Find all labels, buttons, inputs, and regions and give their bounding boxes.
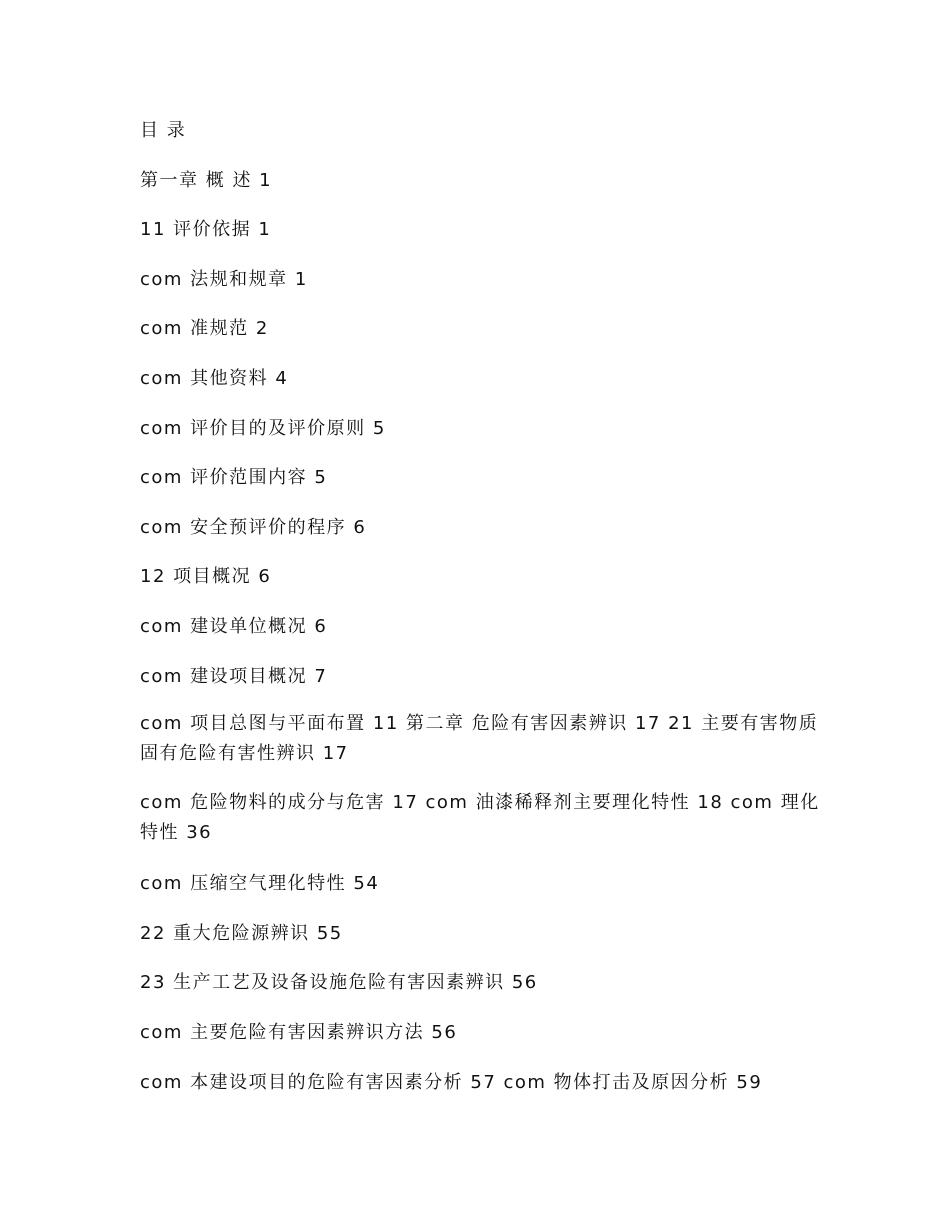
toc-entry: 22 重大危险源辨识 55 <box>140 922 343 944</box>
toc-entry: com 本建设项目的危险有害因素分析 57 com 物体打击及原因分析 59 <box>140 1071 763 1093</box>
toc-entry: com 法规和规章 1 <box>140 268 308 290</box>
toc-entry: com 评价目的及评价原则 5 <box>140 417 386 439</box>
toc-entry: com 危险物料的成分与危害 17 com 油漆稀释剂主要理化特性 18 com 理化特性 36 <box>140 792 820 844</box>
toc-entry: com 其他资料 4 <box>140 367 289 389</box>
toc-entry: 23 生产工艺及设备设施危险有害因素辨识 56 <box>140 972 538 994</box>
toc-entry: 11 评价依据 1 <box>140 219 272 241</box>
toc-entry: com 评价范围内容 5 <box>140 467 328 489</box>
table-of-contents <box>140 114 820 1115</box>
toc-title: 目 录 <box>140 120 187 141</box>
toc-entry: 12 项目概况 6 <box>140 566 272 588</box>
toc-entry: com 压缩空气理化特性 54 <box>140 873 380 895</box>
toc-entry: com 主要危险有害因素辨识方法 56 <box>140 1021 458 1043</box>
toc-entry: com 项目总图与平面布置 11 第二章 危险有害因素辨识 17 21 主要有害物质固有危险有害性辨识 17 <box>140 713 819 765</box>
toc-entry: com 准规范 2 <box>140 318 269 340</box>
toc-entry: 第一章 概 述 1 <box>140 169 273 191</box>
toc-entry: com 安全预评价的程序 6 <box>140 516 367 538</box>
toc-entry: com 建设项目概况 7 <box>140 665 328 687</box>
toc-entry: com 建设单位概况 6 <box>140 615 328 637</box>
